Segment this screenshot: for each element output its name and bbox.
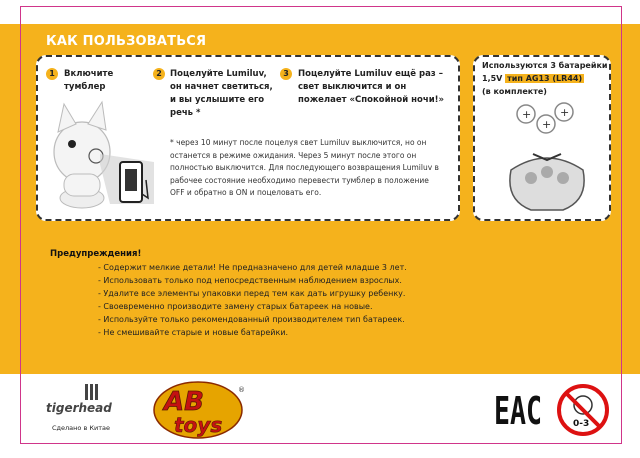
ab-logo-top: AB — [164, 387, 204, 417]
switch-icon — [118, 160, 152, 210]
ab-toys-logo — [150, 378, 250, 440]
warnings-list — [98, 261, 407, 339]
age-warning-icon — [556, 383, 610, 437]
battery-voltage: 1,5V — [482, 74, 503, 83]
step-3-text: Поцелуйте Lumiluv ещё раз – свет выключится и он пожелает «Спокойной ночи!» — [298, 69, 445, 105]
ab-logo-bottom: toys — [174, 413, 223, 437]
tigerhead-logo: tigerhead — [46, 401, 112, 415]
battery-type: тип AG13 (LR44) — [507, 74, 583, 83]
step-2-text: Поцелуйте Lumiluv, он начнет светиться, и вы услышите его речь * — [170, 69, 273, 118]
age-label: 0-3 — [573, 419, 590, 429]
step-number-2: 2 — [153, 68, 165, 80]
svg-text:+: + — [522, 108, 532, 121]
svg-text:®: ® — [238, 386, 245, 394]
warning-item: - Удалите все элементы упаковки перед тем как дать игрушку ребенку. — [98, 289, 406, 298]
svg-text:+: + — [560, 106, 570, 119]
warning-item: - Используйте только рекомендованный производителем тип батареек. — [98, 315, 405, 324]
tiger-stripes-icon — [84, 384, 100, 402]
warning-item: - Содержит мелкие детали! Не предназначено для детей младше 3 лет. — [98, 263, 407, 272]
eac-text: EAC — [494, 389, 542, 433]
warning-item: - Своевременно производите замену старых батареек на новые. — [98, 302, 373, 311]
made-in-label: Сделано в Китае — [52, 424, 110, 432]
timer-note: * через 10 минут после поцелуя свет Lumiluv выключится, но он останется в режиме ожидания. Через 5 минут после этого он полностью выключится. Для последующего возвращения Lumiluv в рабочее состояние необходимо перевести тумблер в положение OFF и обратно в ON и поцеловать его. — [170, 138, 439, 197]
battery-line-1: Используются 3 батарейки — [482, 61, 608, 70]
warning-item: - Не смешивайте старые и новые батарейки. — [98, 328, 289, 337]
warnings-title: Предупреждения! — [50, 249, 142, 259]
eac-mark — [494, 386, 544, 432]
step-number-1: 1 — [46, 68, 58, 80]
battery-icon — [506, 100, 586, 140]
step-number-3: 3 — [280, 68, 292, 80]
step-1-text: Включите тумблер — [64, 69, 114, 92]
page-title: КАК ПОЛЬЗОВАТЬСЯ — [46, 34, 207, 49]
battery-included: (в комплекте) — [482, 87, 547, 96]
battery-info — [482, 59, 610, 98]
svg-text:+: + — [542, 118, 552, 131]
battery-compartment-icon — [503, 150, 591, 216]
warning-item: - Использовать только под непосредственным наблюдением взрослых. — [98, 276, 402, 285]
